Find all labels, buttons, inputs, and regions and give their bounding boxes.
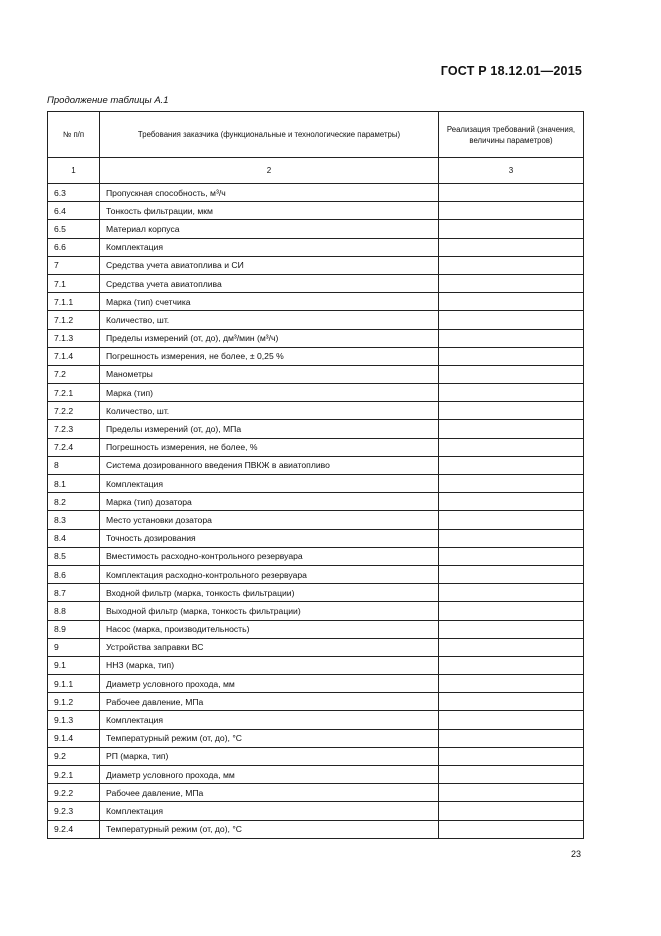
table-row — [48, 365, 584, 383]
row-value — [439, 529, 584, 547]
row-number: 9.1.2 — [48, 693, 100, 711]
row-requirement: Пределы измерений (от, до), дм³/мин (м³/ч) — [100, 329, 439, 347]
row-requirement: Диаметр условного прохода, мм — [100, 675, 439, 693]
row-number: 9.2.4 — [48, 820, 100, 838]
column-number: 3 — [439, 158, 584, 184]
table-row — [48, 565, 584, 583]
table-row — [48, 420, 584, 438]
row-number: 6.6 — [48, 238, 100, 256]
row-number: 6.3 — [48, 184, 100, 202]
row-requirement: Рабочее давление, МПа — [100, 784, 439, 802]
table-row — [48, 675, 584, 693]
row-requirement: Насос (марка, производительность) — [100, 620, 439, 638]
table-row — [48, 729, 584, 747]
table-row — [48, 438, 584, 456]
table-row — [48, 511, 584, 529]
row-number: 7.1.4 — [48, 347, 100, 365]
table-row — [48, 475, 584, 493]
header-requirements: Требования заказчика (функциональные и технологические параметры) — [100, 112, 439, 158]
row-number: 8.3 — [48, 511, 100, 529]
row-requirement: Место установки дозатора — [100, 511, 439, 529]
header-implementation: Реализация требований (значения, величины параметров) — [439, 112, 584, 158]
row-value — [439, 784, 584, 802]
row-requirement: РП (марка, тип) — [100, 747, 439, 765]
row-requirement: Тонкость фильтрации, мкм — [100, 202, 439, 220]
table-row — [48, 711, 584, 729]
row-value — [439, 311, 584, 329]
row-number: 9.2.3 — [48, 802, 100, 820]
row-number: 7 — [48, 256, 100, 274]
table-row — [48, 547, 584, 565]
table-row — [48, 820, 584, 838]
table-row — [48, 238, 584, 256]
table-row — [48, 766, 584, 784]
row-value — [439, 656, 584, 674]
table-row — [48, 202, 584, 220]
row-number: 7.1 — [48, 274, 100, 292]
row-number: 9.1.3 — [48, 711, 100, 729]
row-value — [439, 293, 584, 311]
row-value — [439, 547, 584, 565]
table-row — [48, 384, 584, 402]
row-number: 7.1.1 — [48, 293, 100, 311]
row-requirement: Марка (тип) счетчика — [100, 293, 439, 311]
row-value — [439, 493, 584, 511]
row-requirement: Точность дозирования — [100, 529, 439, 547]
row-value — [439, 602, 584, 620]
table-row — [48, 529, 584, 547]
row-requirement: Рабочее давление, МПа — [100, 693, 439, 711]
table-row — [48, 293, 584, 311]
header-number: № п/п — [48, 112, 100, 158]
row-requirement: Комплектация — [100, 711, 439, 729]
row-requirement: Комплектация — [100, 475, 439, 493]
row-value — [439, 475, 584, 493]
row-number: 9.1.1 — [48, 675, 100, 693]
row-requirement: Марка (тип) дозатора — [100, 493, 439, 511]
row-number: 8.7 — [48, 584, 100, 602]
table-header-row — [48, 112, 584, 158]
row-number: 8.6 — [48, 565, 100, 583]
row-requirement: Манометры — [100, 365, 439, 383]
row-number: 6.5 — [48, 220, 100, 238]
row-number: 7.1.2 — [48, 311, 100, 329]
table-row — [48, 402, 584, 420]
row-value — [439, 402, 584, 420]
row-requirement: Вместимость расходно-контрольного резервуара — [100, 547, 439, 565]
row-number: 7.1.3 — [48, 329, 100, 347]
row-requirement: Комплектация расходно-контрольного резервуара — [100, 565, 439, 583]
row-requirement: Температурный режим (от, до), °С — [100, 729, 439, 747]
row-number: 7.2 — [48, 365, 100, 383]
row-value — [439, 802, 584, 820]
row-value — [439, 184, 584, 202]
table-row — [48, 274, 584, 292]
row-requirement: Погрешность измерения, не более, % — [100, 438, 439, 456]
row-requirement: Устройства заправки ВС — [100, 638, 439, 656]
row-number: 8 — [48, 456, 100, 474]
column-number: 1 — [48, 158, 100, 184]
row-value — [439, 511, 584, 529]
row-requirement: Пропускная способность, м³/ч — [100, 184, 439, 202]
row-requirement: Средства учета авиатоплива и СИ — [100, 256, 439, 274]
table-row — [48, 347, 584, 365]
row-value — [439, 766, 584, 784]
table-row — [48, 802, 584, 820]
row-value — [439, 747, 584, 765]
row-value — [439, 202, 584, 220]
row-value — [439, 384, 584, 402]
row-value — [439, 565, 584, 583]
row-number: 9.1.4 — [48, 729, 100, 747]
row-value — [439, 274, 584, 292]
row-number: 9.2 — [48, 747, 100, 765]
row-number: 8.2 — [48, 493, 100, 511]
table-row — [48, 638, 584, 656]
document-code: ГОСТ Р 18.12.01—2015 — [440, 64, 582, 78]
row-requirement: Средства учета авиатоплива — [100, 274, 439, 292]
row-number: 9.1 — [48, 656, 100, 674]
table-row — [48, 311, 584, 329]
row-requirement: Количество, шт. — [100, 402, 439, 420]
row-value — [439, 256, 584, 274]
column-number: 2 — [100, 158, 439, 184]
row-number: 7.2.2 — [48, 402, 100, 420]
table-row — [48, 329, 584, 347]
row-value — [439, 238, 584, 256]
table-row — [48, 656, 584, 674]
row-value — [439, 365, 584, 383]
row-requirement: Выходной фильтр (марка, тонкость фильтрации) — [100, 602, 439, 620]
table-caption: Продолжение таблицы А.1 — [47, 95, 169, 106]
row-requirement: Система дозированного введения ПВКЖ в авиатопливо — [100, 456, 439, 474]
row-number: 9.2.2 — [48, 784, 100, 802]
table-row — [48, 184, 584, 202]
row-requirement: Погрешность измерения, не более, ± 0,25 % — [100, 347, 439, 365]
row-value — [439, 638, 584, 656]
row-value — [439, 675, 584, 693]
table-row — [48, 456, 584, 474]
table-row — [48, 784, 584, 802]
row-value — [439, 820, 584, 838]
row-value — [439, 693, 584, 711]
row-value — [439, 584, 584, 602]
row-number: 8.8 — [48, 602, 100, 620]
row-number: 7.2.3 — [48, 420, 100, 438]
row-value — [439, 620, 584, 638]
table-row — [48, 620, 584, 638]
table-row — [48, 693, 584, 711]
row-value — [439, 711, 584, 729]
row-value — [439, 729, 584, 747]
table-body — [48, 184, 584, 839]
table-row — [48, 220, 584, 238]
row-number: 9.2.1 — [48, 766, 100, 784]
row-number: 8.9 — [48, 620, 100, 638]
row-number: 6.4 — [48, 202, 100, 220]
row-requirement: Комплектация — [100, 802, 439, 820]
row-value — [439, 220, 584, 238]
table-row — [48, 602, 584, 620]
row-number: 8.5 — [48, 547, 100, 565]
table-row — [48, 747, 584, 765]
table-row — [48, 493, 584, 511]
table-row — [48, 256, 584, 274]
row-number: 7.2.1 — [48, 384, 100, 402]
row-value — [439, 456, 584, 474]
column-number-row — [48, 158, 584, 184]
row-requirement: Входной фильтр (марка, тонкость фильтрации) — [100, 584, 439, 602]
row-requirement: Комплектация — [100, 238, 439, 256]
row-value — [439, 420, 584, 438]
row-requirement: Диаметр условного прохода, мм — [100, 766, 439, 784]
page-number: 23 — [571, 849, 582, 859]
row-requirement: Пределы измерений (от, до), МПа — [100, 420, 439, 438]
row-requirement: Материал корпуса — [100, 220, 439, 238]
row-requirement: Количество, шт. — [100, 311, 439, 329]
row-value — [439, 438, 584, 456]
row-requirement: Температурный режим (от, до), °С — [100, 820, 439, 838]
row-number: 7.2.4 — [48, 438, 100, 456]
row-number: 8.4 — [48, 529, 100, 547]
row-value — [439, 347, 584, 365]
row-requirement: ННЗ (марка, тип) — [100, 656, 439, 674]
row-number: 9 — [48, 638, 100, 656]
row-value — [439, 329, 584, 347]
row-number: 8.1 — [48, 475, 100, 493]
row-requirement: Марка (тип) — [100, 384, 439, 402]
table-row — [48, 584, 584, 602]
requirements-table — [47, 111, 584, 839]
